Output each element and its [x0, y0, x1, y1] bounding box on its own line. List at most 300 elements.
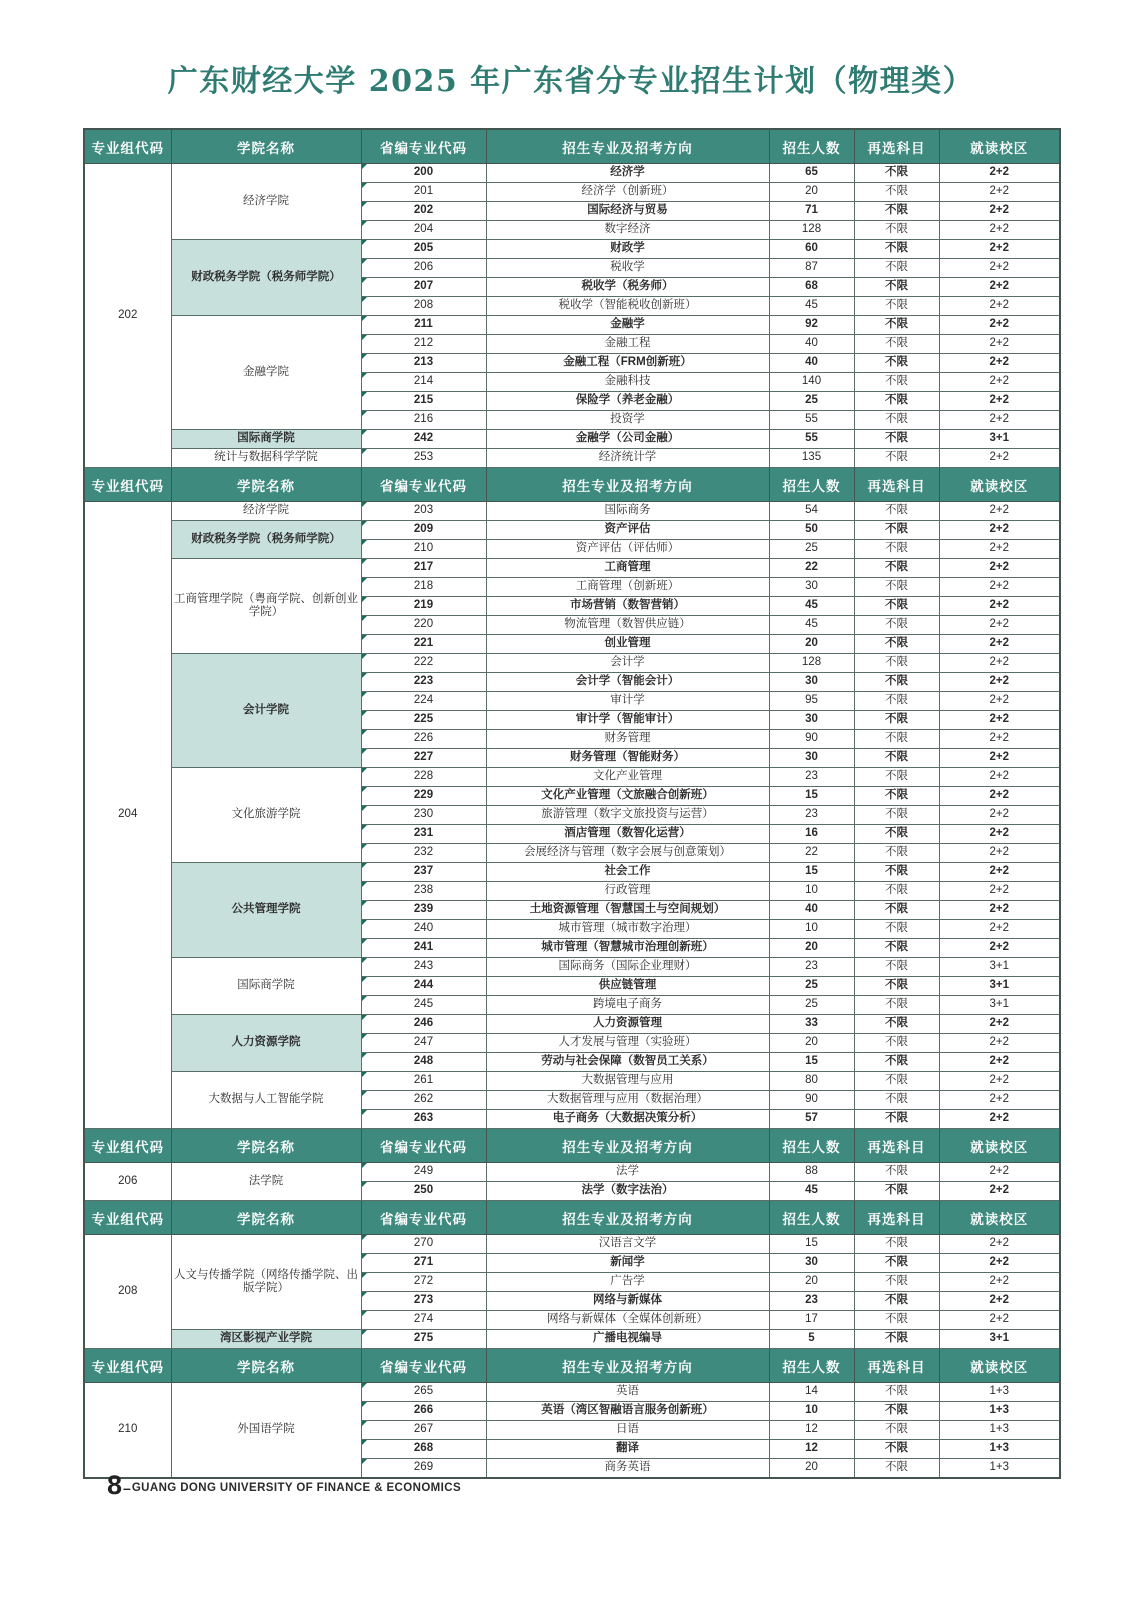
- table-row: [84, 654, 1060, 673]
- campus-cell: 2+2: [939, 939, 1060, 958]
- subject-cell: 不限: [854, 335, 939, 354]
- campus-cell: 2+2: [939, 806, 1060, 825]
- count-cell: 140: [769, 373, 854, 392]
- major-code-cell: 263: [361, 1110, 486, 1129]
- subject-cell: 不限: [854, 240, 939, 259]
- count-cell: 25: [769, 392, 854, 411]
- column-header: 招生专业及招考方向: [486, 129, 769, 164]
- column-header: 招生人数: [769, 1201, 854, 1235]
- major-code-cell: 206: [361, 259, 486, 278]
- subject-cell: 不限: [854, 578, 939, 597]
- major-name-cell: 税收学（智能税收创新班）: [486, 297, 769, 316]
- college-cell: 财政税务学院（税务师学院）: [171, 240, 361, 316]
- major-name-cell: 工商管理（创新班）: [486, 578, 769, 597]
- campus-cell: 2+2: [939, 825, 1060, 844]
- major-code-cell: 250: [361, 1182, 486, 1201]
- subject-cell: 不限: [854, 749, 939, 768]
- campus-cell: 2+2: [939, 354, 1060, 373]
- group-code-cell: 206: [84, 1163, 171, 1201]
- major-code-cell: 205: [361, 240, 486, 259]
- major-name-cell: 会展经济与管理（数字会展与创意策划）: [486, 844, 769, 863]
- count-cell: 55: [769, 430, 854, 449]
- subject-cell: 不限: [854, 1235, 939, 1254]
- column-header: 省编专业代码: [361, 1129, 486, 1163]
- major-code-cell: 253: [361, 449, 486, 468]
- major-name-cell: 行政管理: [486, 882, 769, 901]
- subject-cell: 不限: [854, 673, 939, 692]
- campus-cell: 3+1: [939, 430, 1060, 449]
- column-header: 就读校区: [939, 1201, 1060, 1235]
- subject-cell: 不限: [854, 354, 939, 373]
- campus-cell: 2+2: [939, 1311, 1060, 1330]
- major-code-cell: 220: [361, 616, 486, 635]
- count-cell: 25: [769, 540, 854, 559]
- admission-plan-table: [83, 128, 1061, 1479]
- major-name-cell: 物流管理（数智供应链）: [486, 616, 769, 635]
- subject-cell: 不限: [854, 1072, 939, 1091]
- group-code-cell: 204: [84, 502, 171, 1129]
- major-code-cell: 214: [361, 373, 486, 392]
- count-cell: 30: [769, 673, 854, 692]
- major-name-cell: 翻译: [486, 1440, 769, 1459]
- campus-cell: 2+2: [939, 1292, 1060, 1311]
- major-name-cell: 审计学（智能审计）: [486, 711, 769, 730]
- college-cell: 国际商学院: [171, 430, 361, 449]
- college-cell: 国际商学院: [171, 958, 361, 1015]
- major-name-cell: 人力资源管理: [486, 1015, 769, 1034]
- column-header: 招生人数: [769, 468, 854, 502]
- subject-cell: 不限: [854, 996, 939, 1015]
- count-cell: 50: [769, 521, 854, 540]
- major-name-cell: 城市管理（智慧城市治理创新班）: [486, 939, 769, 958]
- table-row: [84, 502, 1060, 521]
- column-header: 招生人数: [769, 129, 854, 164]
- major-name-cell: 文化产业管理: [486, 768, 769, 787]
- campus-cell: 2+2: [939, 1053, 1060, 1072]
- major-code-cell: 209: [361, 521, 486, 540]
- major-name-cell: 金融工程（FRM创新班）: [486, 354, 769, 373]
- campus-cell: 2+2: [939, 1091, 1060, 1110]
- campus-cell: 2+2: [939, 635, 1060, 654]
- count-cell: 25: [769, 996, 854, 1015]
- subject-cell: 不限: [854, 202, 939, 221]
- campus-cell: 2+2: [939, 240, 1060, 259]
- count-cell: 12: [769, 1421, 854, 1440]
- count-cell: 14: [769, 1383, 854, 1402]
- subject-cell: 不限: [854, 297, 939, 316]
- group-code-cell: 202: [84, 164, 171, 468]
- major-name-cell: 经济统计学: [486, 449, 769, 468]
- major-name-cell: 工商管理: [486, 559, 769, 578]
- table-row: [84, 316, 1060, 335]
- campus-cell: 3+1: [939, 1330, 1060, 1349]
- column-header: 就读校区: [939, 129, 1060, 164]
- count-cell: 15: [769, 863, 854, 882]
- plan-table-body: [84, 129, 1060, 1478]
- major-code-cell: 270: [361, 1235, 486, 1254]
- campus-cell: 2+2: [939, 1110, 1060, 1129]
- major-code-cell: 208: [361, 297, 486, 316]
- count-cell: 23: [769, 958, 854, 977]
- count-cell: 30: [769, 711, 854, 730]
- campus-cell: 2+2: [939, 1273, 1060, 1292]
- major-name-cell: 人才发展与管理（实验班）: [486, 1034, 769, 1053]
- count-cell: 15: [769, 1235, 854, 1254]
- column-header: 再选科目: [854, 1349, 939, 1383]
- campus-cell: 2+2: [939, 749, 1060, 768]
- major-name-cell: 金融学: [486, 316, 769, 335]
- table-row: [84, 449, 1060, 468]
- major-name-cell: 税收学: [486, 259, 769, 278]
- group-code-cell: 210: [84, 1383, 171, 1479]
- campus-cell: 2+2: [939, 692, 1060, 711]
- column-header: 学院名称: [171, 1129, 361, 1163]
- count-cell: 22: [769, 844, 854, 863]
- college-cell: 金融学院: [171, 316, 361, 430]
- count-cell: 45: [769, 597, 854, 616]
- major-code-cell: 230: [361, 806, 486, 825]
- major-name-cell: 商务英语: [486, 1459, 769, 1479]
- subject-cell: 不限: [854, 920, 939, 939]
- major-code-cell: 261: [361, 1072, 486, 1091]
- college-cell: 文化旅游学院: [171, 768, 361, 863]
- column-header: 就读校区: [939, 1349, 1060, 1383]
- count-cell: 45: [769, 616, 854, 635]
- campus-cell: 2+2: [939, 1182, 1060, 1201]
- major-code-cell: 216: [361, 411, 486, 430]
- major-name-cell: 创业管理: [486, 635, 769, 654]
- subject-cell: 不限: [854, 1254, 939, 1273]
- subject-cell: 不限: [854, 502, 939, 521]
- campus-cell: 2+2: [939, 920, 1060, 939]
- subject-cell: 不限: [854, 449, 939, 468]
- major-code-cell: 269: [361, 1459, 486, 1479]
- count-cell: 17: [769, 1311, 854, 1330]
- major-name-cell: 金融学（公司金融）: [486, 430, 769, 449]
- campus-cell: 2+2: [939, 1254, 1060, 1273]
- count-cell: 20: [769, 183, 854, 202]
- major-name-cell: 土地资源管理（智慧国土与空间规划）: [486, 901, 769, 920]
- major-code-cell: 221: [361, 635, 486, 654]
- subject-cell: 不限: [854, 1440, 939, 1459]
- major-code-cell: 218: [361, 578, 486, 597]
- campus-cell: 2+2: [939, 597, 1060, 616]
- major-code-cell: 229: [361, 787, 486, 806]
- column-header: 就读校区: [939, 1129, 1060, 1163]
- campus-cell: 2+2: [939, 654, 1060, 673]
- college-cell: 工商管理学院（粤商学院、创新创业学院）: [171, 559, 361, 654]
- count-cell: 128: [769, 654, 854, 673]
- table-row: [84, 430, 1060, 449]
- count-cell: 15: [769, 787, 854, 806]
- subject-cell: 不限: [854, 1163, 939, 1182]
- count-cell: 80: [769, 1072, 854, 1091]
- subject-cell: 不限: [854, 373, 939, 392]
- major-name-cell: 国际商务（国际企业理财）: [486, 958, 769, 977]
- campus-cell: 2+2: [939, 202, 1060, 221]
- count-cell: 135: [769, 449, 854, 468]
- major-name-cell: 经济学: [486, 164, 769, 183]
- campus-cell: 2+2: [939, 1015, 1060, 1034]
- subject-cell: 不限: [854, 221, 939, 240]
- college-cell: 人力资源学院: [171, 1015, 361, 1072]
- subject-cell: 不限: [854, 730, 939, 749]
- major-code-cell: 271: [361, 1254, 486, 1273]
- subject-cell: 不限: [854, 1292, 939, 1311]
- count-cell: 65: [769, 164, 854, 183]
- major-code-cell: 241: [361, 939, 486, 958]
- major-name-cell: 供应链管理: [486, 977, 769, 996]
- campus-cell: 2+2: [939, 335, 1060, 354]
- college-cell: 会计学院: [171, 654, 361, 768]
- column-header: 学院名称: [171, 468, 361, 502]
- major-code-cell: 232: [361, 844, 486, 863]
- campus-cell: 2+2: [939, 768, 1060, 787]
- university-name: GUANG DONG UNIVERSITY OF FINANCE & ECONOMICS: [131, 1481, 462, 1494]
- campus-cell: 2+2: [939, 1072, 1060, 1091]
- count-cell: 95: [769, 692, 854, 711]
- major-name-cell: 城市管理（城市数字治理）: [486, 920, 769, 939]
- major-code-cell: 267: [361, 1421, 486, 1440]
- major-code-cell: 222: [361, 654, 486, 673]
- subject-cell: 不限: [854, 692, 939, 711]
- subject-cell: 不限: [854, 977, 939, 996]
- column-header: 招生人数: [769, 1129, 854, 1163]
- count-cell: 68: [769, 278, 854, 297]
- subject-cell: 不限: [854, 1110, 939, 1129]
- major-name-cell: 会计学（智能会计）: [486, 673, 769, 692]
- column-header: 学院名称: [171, 1201, 361, 1235]
- subject-cell: 不限: [854, 259, 939, 278]
- subject-cell: 不限: [854, 958, 939, 977]
- subject-cell: 不限: [854, 825, 939, 844]
- campus-cell: 2+2: [939, 673, 1060, 692]
- campus-cell: 1+3: [939, 1402, 1060, 1421]
- count-cell: 71: [769, 202, 854, 221]
- major-code-cell: 244: [361, 977, 486, 996]
- count-cell: 23: [769, 768, 854, 787]
- major-code-cell: 212: [361, 335, 486, 354]
- count-cell: 60: [769, 240, 854, 259]
- count-cell: 33: [769, 1015, 854, 1034]
- major-name-cell: 国际商务: [486, 502, 769, 521]
- major-code-cell: 247: [361, 1034, 486, 1053]
- table-row: [84, 863, 1060, 882]
- major-code-cell: 207: [361, 278, 486, 297]
- campus-cell: 2+2: [939, 1034, 1060, 1053]
- subject-cell: 不限: [854, 901, 939, 920]
- subject-cell: 不限: [854, 278, 939, 297]
- count-cell: 12: [769, 1440, 854, 1459]
- section-header-row: [84, 1129, 1060, 1163]
- campus-cell: 2+2: [939, 221, 1060, 240]
- count-cell: 30: [769, 749, 854, 768]
- major-name-cell: 广播电视编导: [486, 1330, 769, 1349]
- subject-cell: 不限: [854, 1402, 939, 1421]
- major-name-cell: 财务管理（智能财务）: [486, 749, 769, 768]
- major-name-cell: 日语: [486, 1421, 769, 1440]
- campus-cell: 2+2: [939, 521, 1060, 540]
- table-row: [84, 1235, 1060, 1254]
- college-cell: 法学院: [171, 1163, 361, 1201]
- college-cell: 公共管理学院: [171, 863, 361, 958]
- table-row: [84, 559, 1060, 578]
- count-cell: 90: [769, 1091, 854, 1110]
- campus-cell: 2+2: [939, 183, 1060, 202]
- subject-cell: 不限: [854, 1015, 939, 1034]
- campus-cell: 2+2: [939, 316, 1060, 335]
- subject-cell: 不限: [854, 768, 939, 787]
- major-name-cell: 资产评估: [486, 521, 769, 540]
- campus-cell: 2+2: [939, 259, 1060, 278]
- subject-cell: 不限: [854, 787, 939, 806]
- major-code-cell: 203: [361, 502, 486, 521]
- major-name-cell: 大数据管理与应用: [486, 1072, 769, 1091]
- count-cell: 45: [769, 1182, 854, 1201]
- count-cell: 88: [769, 1163, 854, 1182]
- major-name-cell: 资产评估（评估师）: [486, 540, 769, 559]
- campus-cell: 2+2: [939, 502, 1060, 521]
- major-name-cell: 英语: [486, 1383, 769, 1402]
- major-name-cell: 劳动与社会保障（数智员工关系）: [486, 1053, 769, 1072]
- major-code-cell: 266: [361, 1402, 486, 1421]
- count-cell: 57: [769, 1110, 854, 1129]
- major-code-cell: 237: [361, 863, 486, 882]
- subject-cell: 不限: [854, 411, 939, 430]
- subject-cell: 不限: [854, 164, 939, 183]
- count-cell: 20: [769, 1273, 854, 1292]
- count-cell: 30: [769, 1254, 854, 1273]
- campus-cell: 2+2: [939, 863, 1060, 882]
- major-code-cell: 210: [361, 540, 486, 559]
- subject-cell: 不限: [854, 882, 939, 901]
- campus-cell: 3+1: [939, 977, 1060, 996]
- subject-cell: 不限: [854, 1330, 939, 1349]
- count-cell: 40: [769, 354, 854, 373]
- campus-cell: 2+2: [939, 164, 1060, 183]
- major-name-cell: 财务管理: [486, 730, 769, 749]
- subject-cell: 不限: [854, 1034, 939, 1053]
- table-row: [84, 164, 1060, 183]
- major-name-cell: 广告学: [486, 1273, 769, 1292]
- major-code-cell: 272: [361, 1273, 486, 1292]
- major-name-cell: 社会工作: [486, 863, 769, 882]
- major-code-cell: 202: [361, 202, 486, 221]
- major-code-cell: 228: [361, 768, 486, 787]
- major-name-cell: 金融工程: [486, 335, 769, 354]
- major-name-cell: 网络与新媒体: [486, 1292, 769, 1311]
- major-name-cell: 新闻学: [486, 1254, 769, 1273]
- subject-cell: 不限: [854, 1383, 939, 1402]
- major-name-cell: 跨境电子商务: [486, 996, 769, 1015]
- major-name-cell: 法学: [486, 1163, 769, 1182]
- table-row: [84, 521, 1060, 540]
- column-header: 学院名称: [171, 129, 361, 164]
- subject-cell: 不限: [854, 939, 939, 958]
- major-name-cell: 法学（数字法治）: [486, 1182, 769, 1201]
- major-name-cell: 会计学: [486, 654, 769, 673]
- column-header: 学院名称: [171, 1349, 361, 1383]
- count-cell: 20: [769, 635, 854, 654]
- major-code-cell: 245: [361, 996, 486, 1015]
- count-cell: 25: [769, 977, 854, 996]
- group-code-cell: 208: [84, 1235, 171, 1349]
- major-code-cell: 242: [361, 430, 486, 449]
- table-row: [84, 768, 1060, 787]
- count-cell: 30: [769, 578, 854, 597]
- section-header-row: [84, 1201, 1060, 1235]
- campus-cell: 2+2: [939, 411, 1060, 430]
- major-name-cell: 保险学（养老金融）: [486, 392, 769, 411]
- major-name-cell: 市场营销（数智营销）: [486, 597, 769, 616]
- major-code-cell: 201: [361, 183, 486, 202]
- major-code-cell: 204: [361, 221, 486, 240]
- campus-cell: 2+2: [939, 711, 1060, 730]
- major-code-cell: 262: [361, 1091, 486, 1110]
- subject-cell: 不限: [854, 1311, 939, 1330]
- major-name-cell: 投资学: [486, 411, 769, 430]
- subject-cell: 不限: [854, 392, 939, 411]
- column-header: 招生专业及招考方向: [486, 1201, 769, 1235]
- major-code-cell: 248: [361, 1053, 486, 1072]
- count-cell: 128: [769, 221, 854, 240]
- subject-cell: 不限: [854, 316, 939, 335]
- major-name-cell: 经济学（创新班）: [486, 183, 769, 202]
- college-cell: 统计与数据科学学院: [171, 449, 361, 468]
- major-name-cell: 金融科技: [486, 373, 769, 392]
- subject-cell: 不限: [854, 597, 939, 616]
- column-header: 再选科目: [854, 468, 939, 502]
- subject-cell: 不限: [854, 540, 939, 559]
- major-name-cell: 税收学（税务师）: [486, 278, 769, 297]
- major-code-cell: 273: [361, 1292, 486, 1311]
- campus-cell: 1+3: [939, 1459, 1060, 1479]
- campus-cell: 2+2: [939, 392, 1060, 411]
- table-row: [84, 1072, 1060, 1091]
- column-header: 招生专业及招考方向: [486, 468, 769, 502]
- campus-cell: 2+2: [939, 559, 1060, 578]
- campus-cell: 1+3: [939, 1383, 1060, 1402]
- column-header: 省编专业代码: [361, 1349, 486, 1383]
- column-header: 专业组代码: [84, 1349, 171, 1383]
- count-cell: 20: [769, 1459, 854, 1479]
- table-row: [84, 240, 1060, 259]
- subject-cell: 不限: [854, 521, 939, 540]
- college-cell: 大数据与人工智能学院: [171, 1072, 361, 1129]
- subject-cell: 不限: [854, 806, 939, 825]
- count-cell: 22: [769, 559, 854, 578]
- major-code-cell: 243: [361, 958, 486, 977]
- column-header: 招生人数: [769, 1349, 854, 1383]
- campus-cell: 2+2: [939, 901, 1060, 920]
- column-header: 招生专业及招考方向: [486, 1129, 769, 1163]
- column-header: 再选科目: [854, 1129, 939, 1163]
- major-code-cell: 225: [361, 711, 486, 730]
- college-cell: 经济学院: [171, 502, 361, 521]
- subject-cell: 不限: [854, 183, 939, 202]
- major-code-cell: 240: [361, 920, 486, 939]
- column-header: 省编专业代码: [361, 1201, 486, 1235]
- campus-cell: 2+2: [939, 1235, 1060, 1254]
- count-cell: 5: [769, 1330, 854, 1349]
- footer-divider: –: [123, 1479, 131, 1496]
- table-row: [84, 1330, 1060, 1349]
- column-header: 省编专业代码: [361, 129, 486, 164]
- major-code-cell: 217: [361, 559, 486, 578]
- major-name-cell: 数字经济: [486, 221, 769, 240]
- column-header: 省编专业代码: [361, 468, 486, 502]
- campus-cell: 2+2: [939, 373, 1060, 392]
